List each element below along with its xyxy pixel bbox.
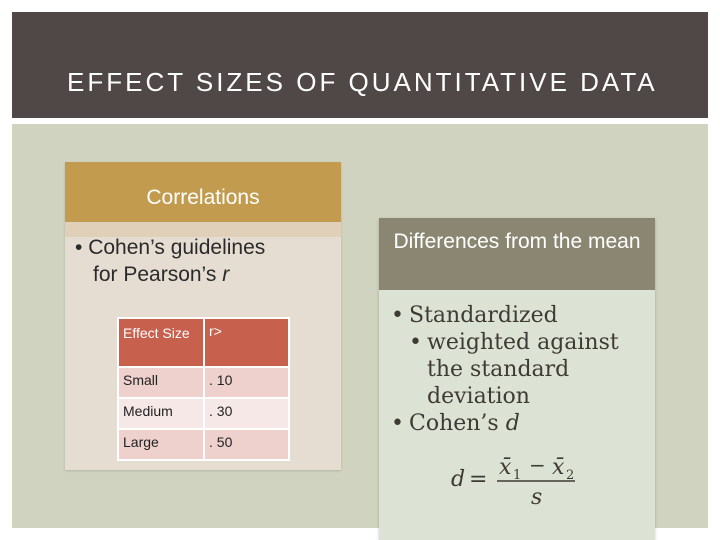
correlations-card-header xyxy=(65,162,341,222)
table-cell: Medium xyxy=(118,398,204,429)
table-header-row xyxy=(118,318,289,367)
formula-numerator-a: x̄ xyxy=(499,455,512,480)
list-item-var: d xyxy=(505,411,520,436)
title-bar xyxy=(12,12,708,118)
table-cell: Small xyxy=(118,367,204,398)
formula-sub-b: 2 xyxy=(566,468,575,483)
table-cell: . 50 xyxy=(204,429,289,460)
bullet-line2-prefix: for Pearson’s xyxy=(93,263,223,286)
list-item-text-prefix: Cohen’s xyxy=(409,411,506,436)
table-header-cell: Effect Size xyxy=(118,318,204,367)
differences-card-body xyxy=(391,302,651,437)
table-row xyxy=(118,398,289,429)
bullet-line2 xyxy=(75,261,337,288)
differences-card xyxy=(379,218,655,540)
table-cell: . 30 xyxy=(204,398,289,429)
table-row xyxy=(118,429,289,460)
slide-title: EFFECT SIZES OF QUANTITATIVE DATA xyxy=(67,67,658,97)
list-item-text: Standardized xyxy=(409,303,558,328)
bullet-dot: • xyxy=(409,330,422,355)
table-row xyxy=(118,367,289,398)
list-subitem xyxy=(391,329,651,410)
bullet-dot: • xyxy=(391,303,404,328)
formula-minus: − xyxy=(529,453,546,477)
formula-numerator-b: x̄ xyxy=(552,455,565,480)
table-cell: . 10 xyxy=(204,367,289,398)
effect-size-table xyxy=(117,317,290,461)
correlations-card-title: Correlations xyxy=(146,186,260,209)
list-item xyxy=(391,410,651,437)
bullet-line1: Cohen’s guidelines xyxy=(88,236,266,259)
formula-sub-a: 1 xyxy=(513,468,522,483)
table-cell: Large xyxy=(118,429,204,460)
formula-denominator: s xyxy=(531,485,543,508)
correlations-bullet xyxy=(75,234,337,288)
table-header-cell: r> xyxy=(204,318,289,367)
cohens-d-formula xyxy=(451,448,631,508)
differences-card-header xyxy=(379,218,655,290)
formula-equals: = xyxy=(469,467,488,492)
correlations-card xyxy=(65,162,341,470)
bullet-line2-var: r xyxy=(222,263,230,286)
bullet-dot: • xyxy=(75,236,89,259)
formula-lhs: d xyxy=(451,467,466,492)
list-subitem-text: weighted against the standard deviation xyxy=(427,330,619,409)
list-item xyxy=(391,302,651,329)
bullet-dot: • xyxy=(391,411,404,436)
differences-card-title: Differences from the mean xyxy=(393,230,641,253)
